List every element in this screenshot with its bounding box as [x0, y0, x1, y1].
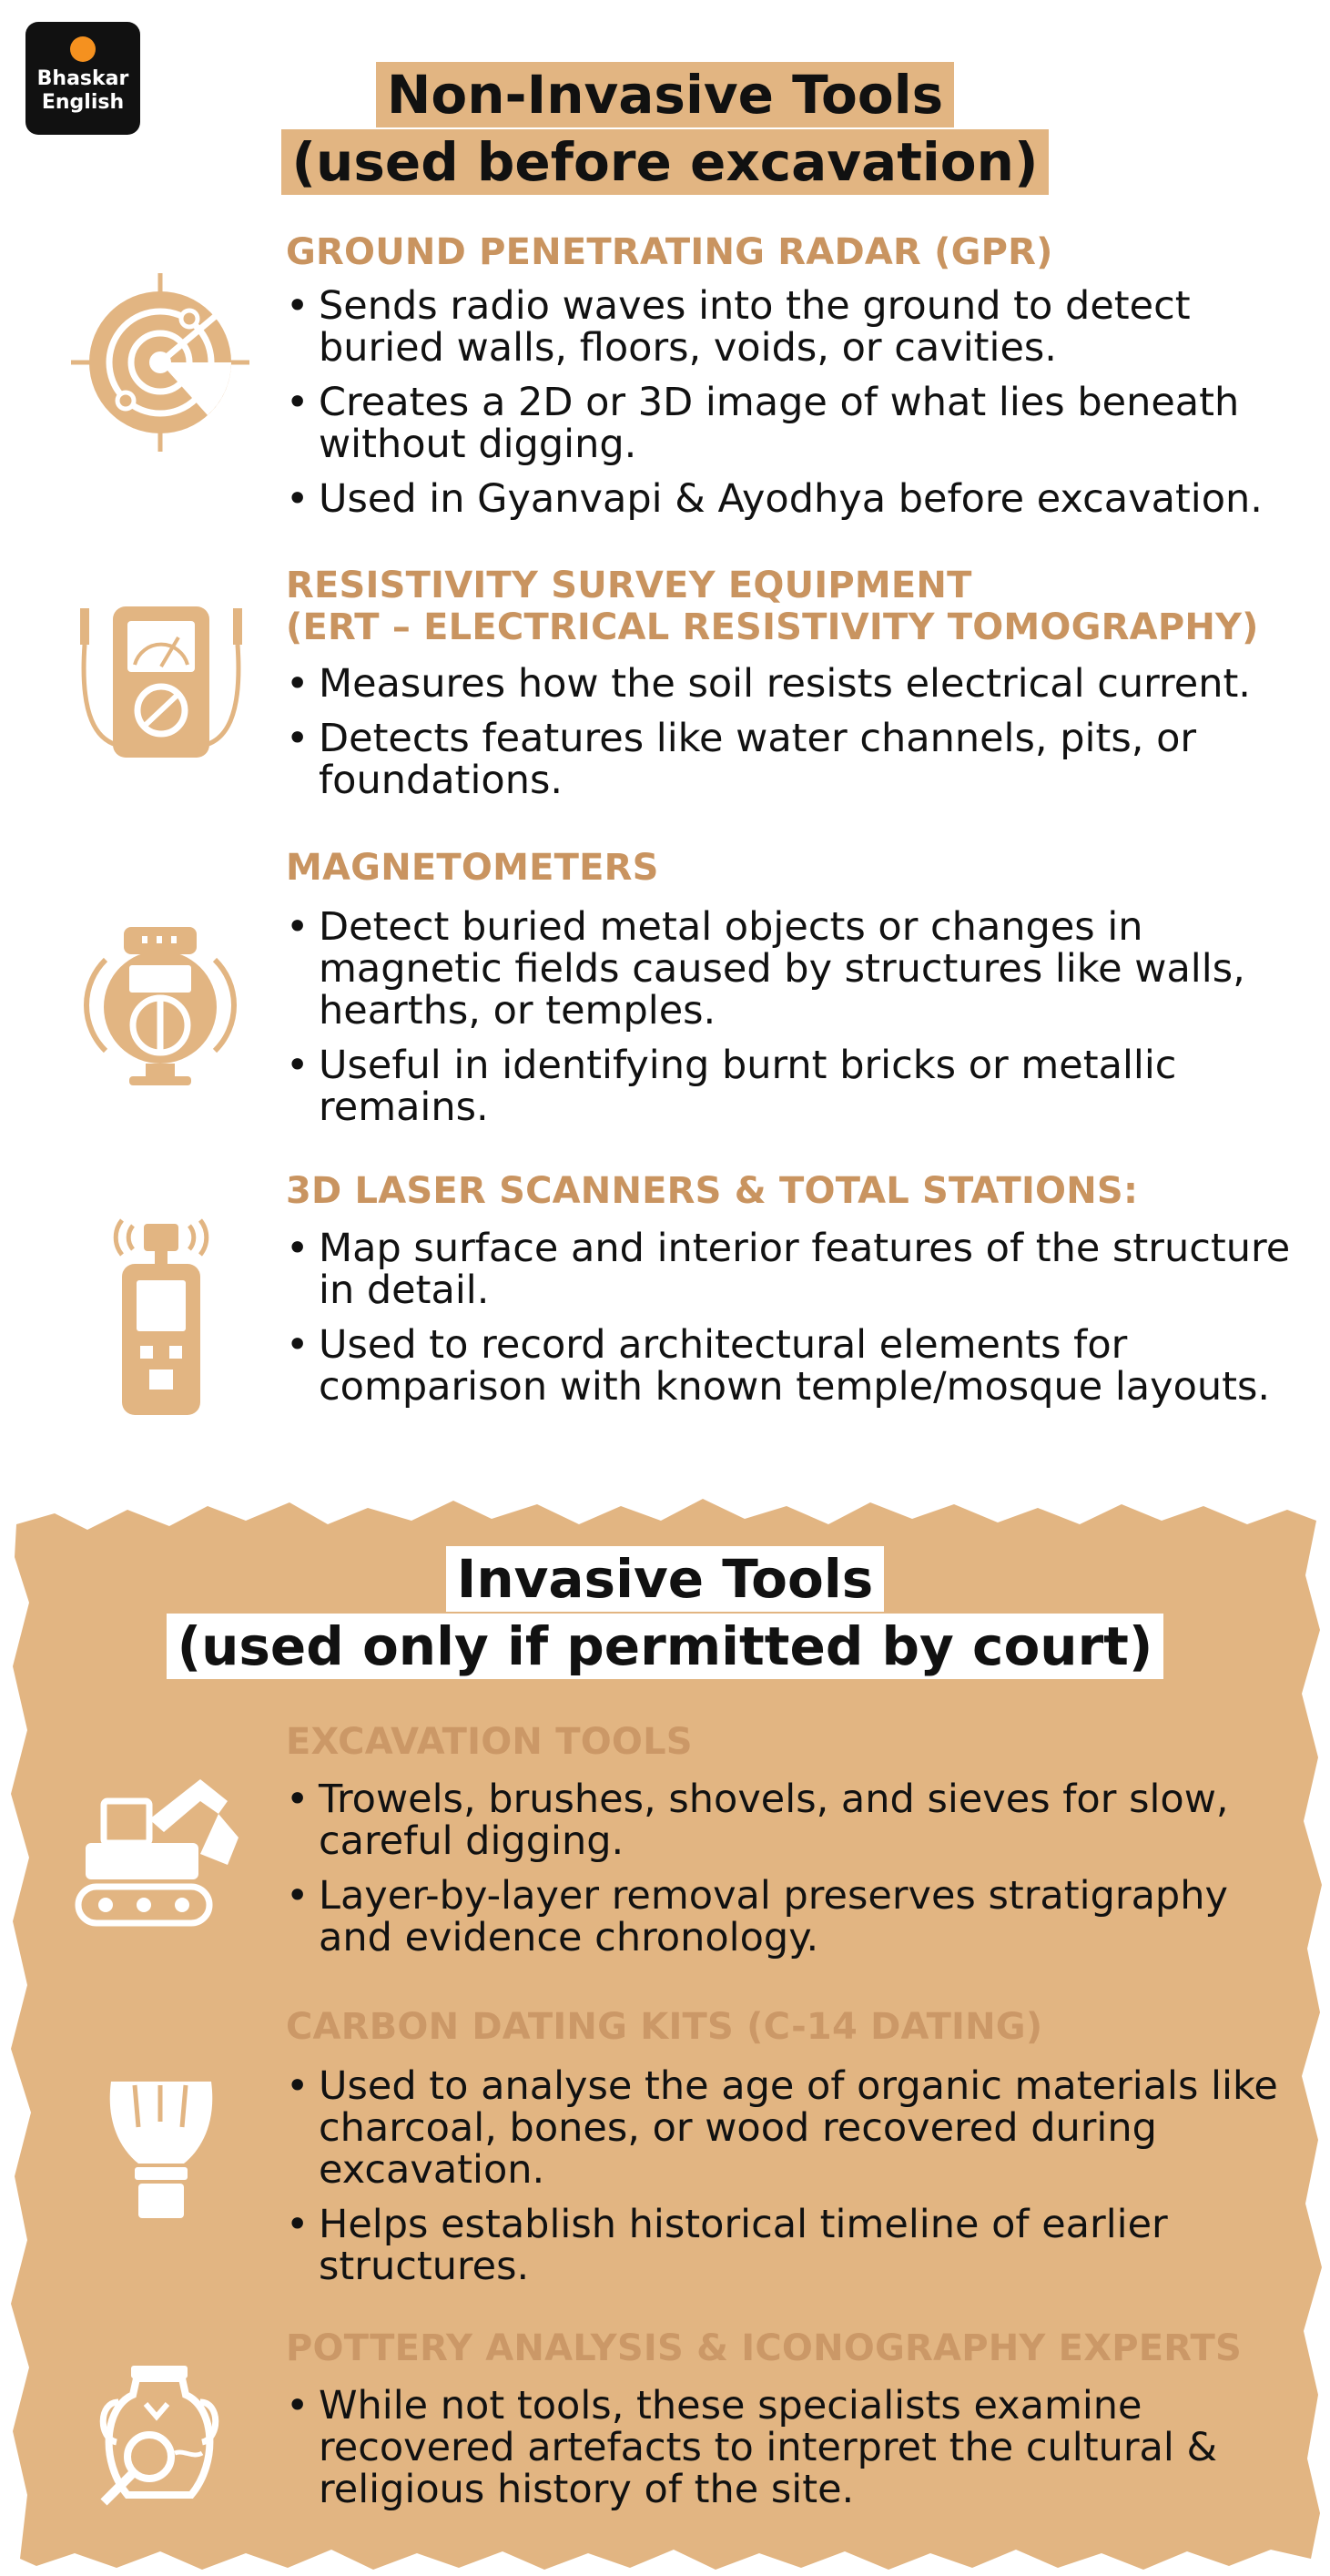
carbon-dating-bullets — [286, 2065, 1305, 2300]
resistivity-bullet: • Detects features like water channels, pits, or foundations. — [286, 718, 1305, 801]
invasive-title-line1: Invasive Tools — [446, 1546, 885, 1612]
magnetometers-bullets — [286, 906, 1305, 1141]
resistivity-bullets — [286, 663, 1305, 814]
resistivity-heading-line1: RESISTIVITY SURVEY EQUIPMENT — [286, 565, 972, 606]
logo-text-line2: English — [41, 91, 125, 114]
invasive-title — [0, 1546, 1330, 1612]
carbon-dating-bullet: • Helps establish historical timeline of earlier structures. — [286, 2204, 1305, 2287]
excavator-icon — [73, 1774, 251, 1929]
gpr-heading: GROUND PENETRATING RADAR (GPR) — [286, 231, 1053, 273]
logo-text-line1: Bhaskar — [36, 67, 129, 90]
magnetometers-bullet: • Detect buried metal objects or changes in magnetic fields caused by structures like walls, hearths, or temples. — [286, 906, 1305, 1032]
non-invasive-title — [0, 62, 1330, 127]
carbon-dating-bullet: • Used to analyse the age of organic materials like charcoal, bones, or wood recovered during excavation. — [286, 2065, 1305, 2191]
gpr-bullets — [286, 285, 1305, 533]
pottery-analysis-bullet: • While not tools, these specialists examine recovered artefacts to interpret the cultural & religious history of the site. — [286, 2385, 1305, 2510]
multimeter-icon — [75, 601, 248, 765]
non-invasive-title-line1: Non-Invasive Tools — [376, 62, 954, 127]
magnetometer-icon — [78, 923, 242, 1087]
laser-scanners-bullet: • Map surface and interior features of the structure in detail. — [286, 1227, 1305, 1311]
excavation-tools-heading: EXCAVATION TOOLS — [286, 1721, 693, 1763]
magnetometers-heading: MAGNETOMETERS — [286, 847, 659, 889]
resistivity-bullet: • Measures how the soil resists electrical current. — [286, 663, 1305, 705]
brush-icon — [102, 2076, 220, 2222]
pottery-analysis-heading: POTTERY ANALYSIS & ICONOGRAPHY EXPERTS — [286, 2327, 1242, 2369]
laser-scanner-icon — [102, 1217, 220, 1419]
logo-dot — [70, 36, 96, 62]
laser-scanners-heading: 3D LASER SCANNERS & TOTAL STATIONS: — [286, 1170, 1139, 1212]
resistivity-heading-line2: (ERT – ELECTRICAL RESISTIVITY TOMOGRAPHY) — [286, 606, 1259, 648]
gpr-bullet: • Used in Gyanvapi & Ayodhya before excavation. — [286, 478, 1305, 520]
gpr-bullet: • Sends radio waves into the ground to detect buried walls, floors, voids, or cavities. — [286, 285, 1305, 369]
excavation-tools-bullet: • Layer-by-layer removal preserves stratigraphy and evidence chronology. — [286, 1875, 1305, 1959]
pottery-magnifier-icon — [91, 2362, 228, 2508]
magnetometers-bullet: • Useful in identifying burnt bricks or metallic remains. — [286, 1044, 1305, 1128]
invasive-title-line2: (used only if permitted by court) — [167, 1614, 1164, 1679]
gpr-bullet: • Creates a 2D or 3D image of what lies beneath without digging. — [286, 382, 1305, 465]
pottery-analysis-bullets — [286, 2385, 1305, 2523]
carbon-dating-heading: CARBON DATING KITS (C-14 DATING) — [286, 2006, 1043, 2048]
laser-scanners-bullets — [286, 1227, 1305, 1420]
invasive-subtitle-wrap — [0, 1614, 1330, 1679]
laser-scanners-bullet: • Used to record architectural elements for comparison with known temple/mosque layouts. — [286, 1324, 1305, 1408]
excavation-tools-bullets — [286, 1778, 1305, 1971]
non-invasive-subtitle-wrap — [0, 129, 1330, 195]
excavation-tools-bullet: • Trowels, brushes, shovels, and sieves for slow, careful digging. — [286, 1778, 1305, 1862]
non-invasive-title-line2: (used before excavation) — [281, 129, 1050, 195]
radar-icon — [71, 273, 249, 452]
